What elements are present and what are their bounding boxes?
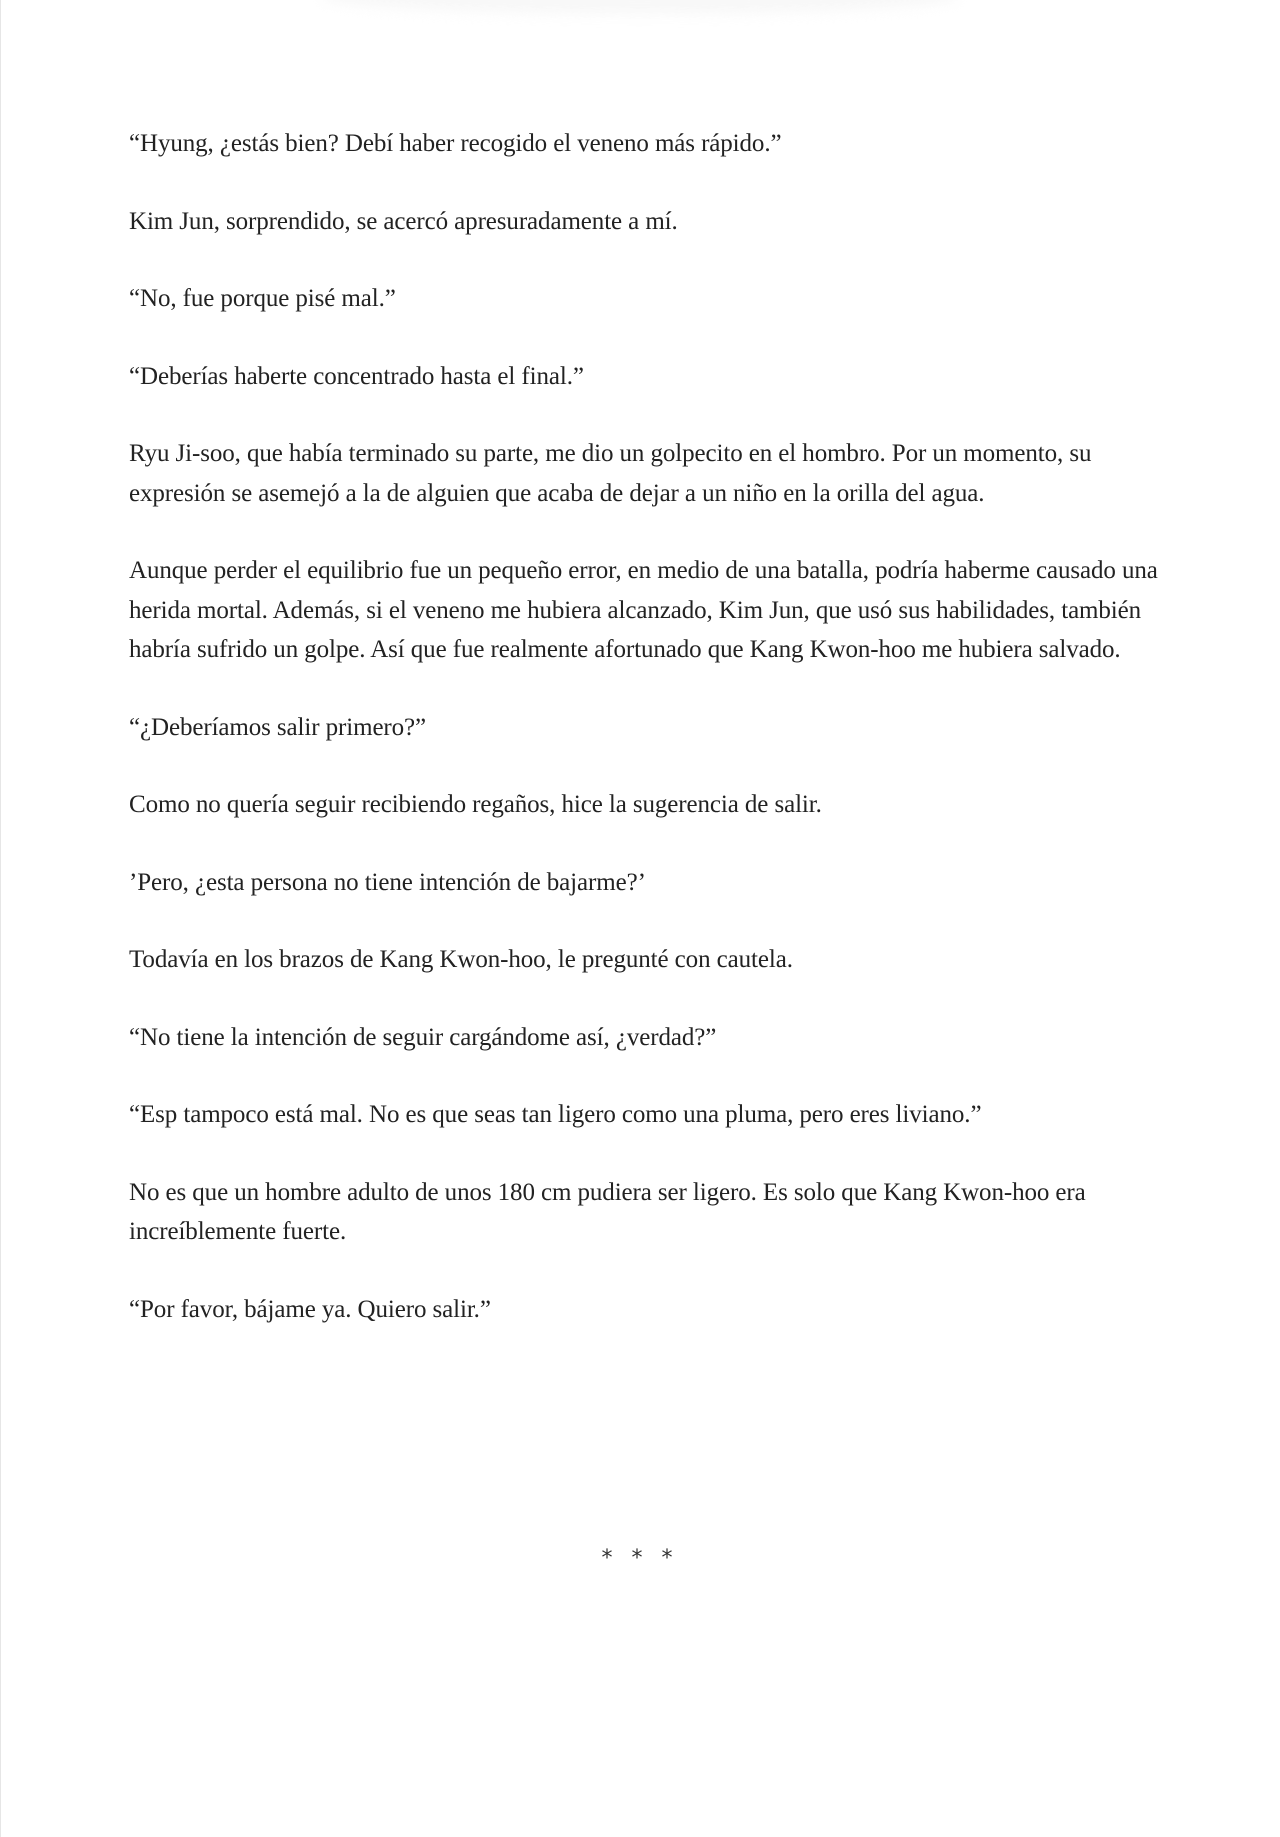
paragraph (129, 863, 1159, 903)
paragraph-text: “No, fue porque pisé mal.” (129, 285, 396, 312)
paragraph-text: “¿Deberíamos salir primero?” (129, 713, 427, 741)
scene-break: * * * (601, 1546, 679, 1571)
paragraph (129, 1018, 1159, 1058)
paragraph (129, 1290, 1159, 1330)
document-body (129, 124, 1159, 1367)
paragraph (129, 202, 1159, 242)
paragraph (129, 279, 1159, 319)
paragraph-text: ’Pero, ¿esta persona no tiene intención de bajarme?’ (129, 868, 646, 896)
paragraph (129, 124, 1159, 164)
paragraph-text: “Deberías haberte concentrado hasta el final.” (129, 362, 584, 390)
paragraph (129, 940, 1159, 980)
paragraph (129, 1095, 1159, 1135)
paragraph-text: “Esp tampoco está mal. No es que seas tan ligero como una pluma, pero eres liviano.” (129, 1101, 982, 1128)
paragraph-text: No es que un hombre adulto de unos 180 cm pudiera ser ligero. Es solo que Kang Kwon-hoo era increíblemente fuerte. (129, 1178, 1086, 1245)
paragraph-text: Todavía en los brazos de Kang Kwon-hoo, le pregunté con cautela. (129, 946, 793, 973)
paragraph-text: “No tiene la intención de seguir cargándome así, ¿verdad?” (129, 1023, 717, 1051)
paragraph (129, 357, 1159, 397)
paragraph (129, 551, 1159, 670)
paragraph (129, 434, 1159, 513)
paragraph-text: Como no quería seguir recibiendo regaños, hice la sugerencia de salir. (129, 791, 822, 818)
top-shadow (320, 0, 960, 14)
paragraph (129, 1173, 1159, 1252)
paragraph-text: “Por favor, bájame ya. Quiero salir.” (129, 1295, 491, 1323)
paragraph (129, 708, 1159, 748)
paragraph-text: “Hyung, ¿estás bien? Debí haber recogido el veneno más rápido.” (129, 130, 782, 157)
paragraph-text: Ryu Ji-soo, que había terminado su parte, me dio un golpecito en el hombro. Por un momento, su expresión se asemejó a la de alguien que acaba de dejar a un niño en la orilla del agua. (129, 440, 1092, 507)
paragraph-text: Kim Jun, sorprendido, se acercó apresuradamente a mí. (129, 207, 678, 235)
paragraph (129, 785, 1159, 825)
paragraph-text: Aunque perder el equilibrio fue un pequeño error, en medio de una batalla, podría haberme causado una herida mortal. Además, si el veneno me hubiera alcanzado, Kim Jun, que usó sus habilidades, también habría sufrido un golpe. Así que fue realmente afortunado que Kang Kwon-hoo me hubiera salvado. (129, 557, 1158, 663)
